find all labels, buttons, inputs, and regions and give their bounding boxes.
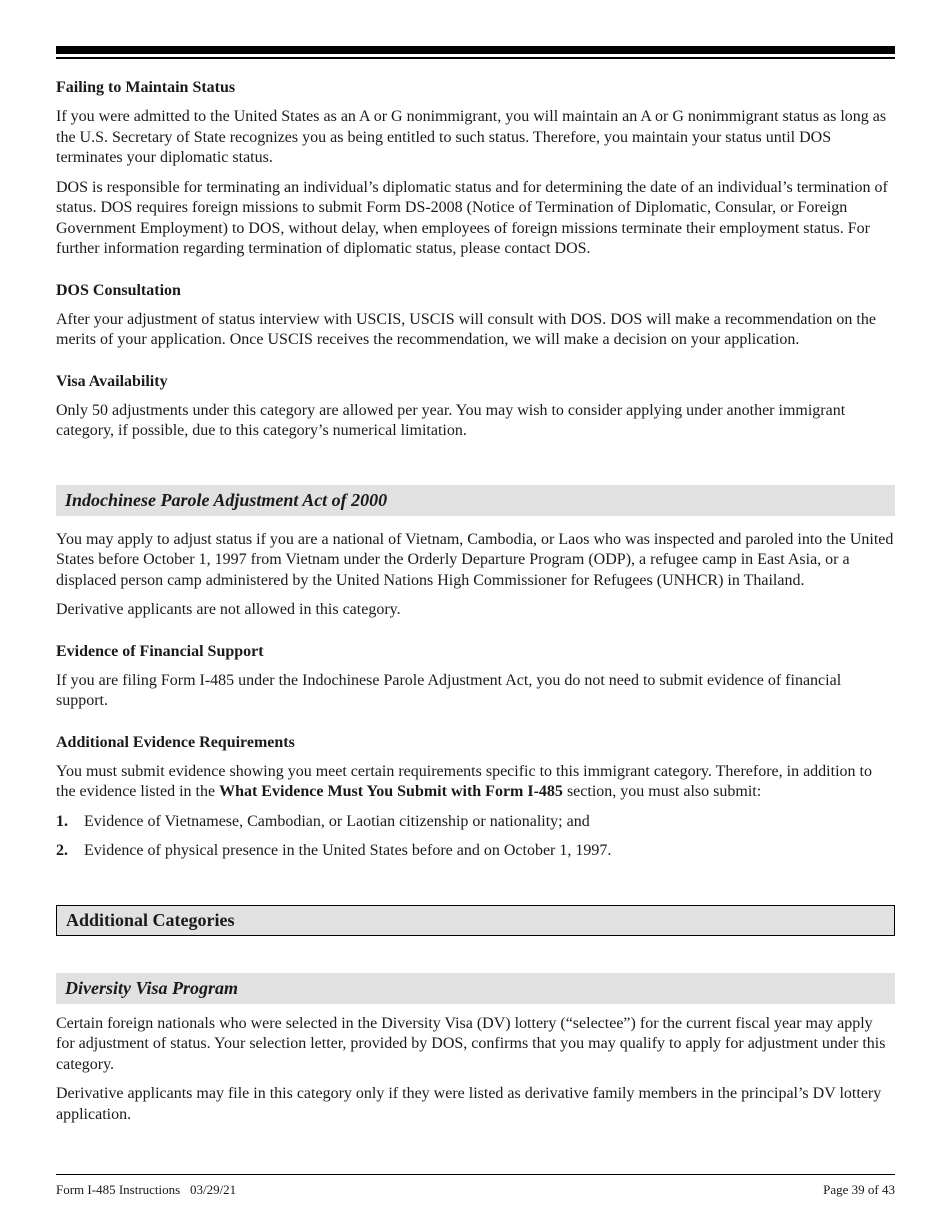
page-footer — [56, 1174, 895, 1198]
list-number: 1. — [56, 812, 68, 830]
paragraph: Only 50 adjustments under this category are allowed per year. You may wish to consider applying under another immigrant category, if possible, due to this category’s numerical limitation. — [56, 401, 846, 439]
page-body — [56, 46, 895, 1134]
footer-form-id: Form I-485 Instructions 03/29/21 — [56, 1182, 237, 1197]
heading-additional-evidence: Additional Evidence Requirements — [56, 733, 295, 751]
heading-evidence-financial-support: Evidence of Financial Support — [56, 642, 264, 660]
list-item — [56, 812, 895, 833]
footer-page-number: Page 39 of 43 — [823, 1182, 895, 1197]
list-text: Evidence of Vietnamese, Cambodian, or Laotian citizenship or nationality; and — [84, 812, 590, 830]
heading-visa-availability: Visa Availability — [56, 372, 168, 390]
paragraph: Certain foreign nationals who were selected in the Diversity Visa (DV) lottery (“selectee”) for the current fiscal year may apply for adjustment of status. Your selection letter, provided by DOS, confirms that you may qualify to apply for adjustment under this category. — [56, 1014, 886, 1073]
paragraph: You may apply to adjust status if you are a national of Vietnam, Cambodia, or Laos who was inspected and paroled into the United States before October 1, 1997 from Vietnam under the Orderly Departure Program (ODP), a refugee camp in East Asia, or a displaced person camp administered by the United Nations High Commissioner for Refugees (UNHCR) in Thailand. — [56, 530, 894, 589]
paragraph-additional-evidence: You must submit evidence showing you meet certain requirements specific to this immigrant category. Therefore, in addition to the evidence listed in the What Evidence Must You Submit with Form I-485 section, you must also submit: — [56, 762, 872, 800]
header-rule-thick — [56, 46, 895, 54]
banner-indochinese-parole: Indochinese Parole Adjustment Act of 2000 — [56, 485, 895, 516]
paragraph: After your adjustment of status interview with USCIS, USCIS will consult with DOS. DOS will make a recommendation on the merits of your application. Once USCIS receives the recommendation, we will make a decision on your application. — [56, 310, 876, 348]
paragraph: DOS is responsible for terminating an individual’s diplomatic status and for determining the date of an individual’s termination of status. DOS requires foreign missions to submit Form DS-2008 (Notice of Termination of Diplomatic, Consular, or Foreign Government Employment) to DOS, without delay, when employees of foreign missions terminate their employment status. For further information regarding termination of diplomatic status, please contact DOS. — [56, 178, 888, 257]
heading-dos-consultation: DOS Consultation — [56, 281, 181, 299]
list-text: Evidence of physical presence in the United States before and on October 1, 1997. — [84, 842, 612, 859]
list-number: 2. — [56, 842, 68, 859]
banner-additional-categories: Additional Categories — [56, 905, 895, 936]
paragraph: If you were admitted to the United States as an A or G nonimmigrant, you will maintain an A or G nonimmigrant status as long as the U.S. Secretary of State recognizes you as being entitled to such status. Therefore, you maintain your status until DOS terminates your diplomatic status. — [56, 108, 887, 166]
section-reference: What Evidence Must You Submit with Form I-485 — [219, 783, 563, 800]
list-item — [56, 841, 895, 862]
paragraph: If you are filing Form I-485 under the Indochinese Parole Adjustment Act, you do not need to submit evidence of financial support. — [56, 671, 842, 709]
paragraph: Derivative applicants may file in this category only if they were listed as derivative family members in the principal’s DV lottery application. — [56, 1085, 882, 1123]
document-content — [56, 59, 895, 1125]
paragraph: Derivative applicants are not allowed in this category. — [56, 601, 401, 618]
heading-failing-to-maintain-status: Failing to Maintain Status — [56, 79, 236, 96]
banner-diversity-visa-program: Diversity Visa Program — [56, 973, 895, 1004]
